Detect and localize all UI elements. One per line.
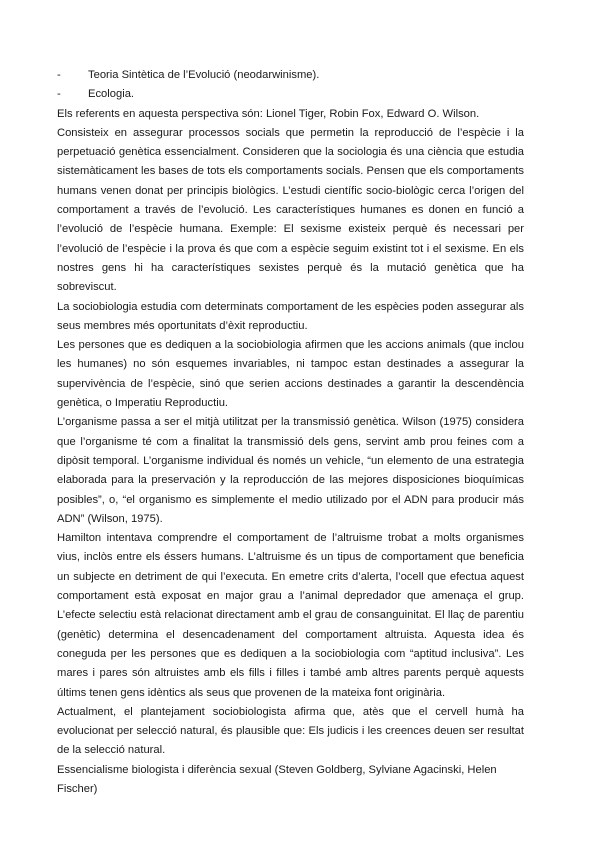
list-item-text: Teoria Sintètica de l’Evolució (neodarwinisme). [88, 69, 320, 81]
bullet-list [90, 66, 524, 105]
dash-bullet [57, 66, 67, 85]
paragraph-referents: Els referents en aquesta perspectiva són: Lionel Tiger, Robin Fox, Edward O. Wilson. [57, 107, 480, 120]
paragraph-organisme: L’organisme passa a ser el mitjà utilitzat per la transmissió genètica. Wilson (1975) considera que l’organisme té com a finalitat la transmissió dels gens, servint amb prou feines com a dipòsit temporal. L’organisme individual és només un vehicle, “un elemento de una estrategia elaborada para la preservación y la reproducción de las mejores disposiciones bioquímicas posibles”, o, “el organismo es simplemente el medio utilizado por el ADN para producir más ADN” (Wilson, 1975). [57, 416, 524, 525]
list-item-text: Ecologia. [88, 88, 135, 101]
paragraph-actualment: Actualment, el plantejament sociobiologista afirma que, atès que el cervell humà ha evolucionat per selecció natural, és plausible que: Els judicis i les creences deuen ser resultat de la selecció natural. [57, 705, 524, 757]
paragraph-essencialisme: Essencialisme biologista i diferència sexual (Steven Goldberg, Sylviane Agacinski, Helen Fischer) [57, 763, 497, 795]
paragraph-persones: Les persones que es dediquen a la sociobiologia afirmen que les accions animals (que inclou les humanes) no són esquemes invariables, ni tampoc estan destinades a assegurar la supervivència de l’espècie, sinó que serien accions destinades a garantir la descendència genètica, o Imperatiu Reproductiu. [57, 339, 524, 410]
paragraph-hamilton: Hamilton intentava comprendre el comportament de l’altruisme trobat a molts organismes vius, inclòs entre els éssers humans. L’altruisme és un tipus de comportament que beneficia un subjecte en detriment de qui l’executa. En emetre crits d’alerta, l’ocell que efectua aquest comportament està exposat en major grau a l’animal depredador que amenaça el grup. L’efecte selectiu està relacionat directament amb el grau de consanguinitat. El llaç de parentiu (genètic) determina el desencadenament del comportament altruista. Aquesta idea és coneguda per les persones que es dediquen a la sociobiologia com “aptitud inclusiva”. Les mares i pares són altruistes amb els fills i filles i també amb altres parents perquè aquests últims tenen gens idèntics als seus que provenen de la mateixa font originària. [57, 532, 524, 699]
paragraph-consisteix: Consisteix en assegurar processos socials que permetin la reproducció de l’espècie i la perpetuació genètica essencialment. Consideren que la sociologia és una ciència que estudia sistemàticament les bases de tots els comportaments socials. Pensen que els comportaments humans venen donat per principis biològics. L’estudi científic socio-biològic cerca l’origen del comportament a través de l’evolució. Les característiques humanes es donen en funció a l’evolució de l’espècie humana. Exemple: El sexisme existeix perquè és necessari per l’evolució de l’espècie i la prova és que com a espècie seguim existint tot i el sexisme. En els nostres gens hi ha característiques sexistes perquè és la mutació genètica que ha sobreviscut. [57, 126, 524, 294]
list-item [57, 85, 524, 104]
paragraph-sociobiologia: La sociobiologia estudia com determinats comportament de les espècies poden assegurar als seus membres més oportunitats d’èxit reproductiu. [57, 300, 524, 332]
list-item [57, 66, 524, 85]
dash-bullet [57, 85, 67, 104]
